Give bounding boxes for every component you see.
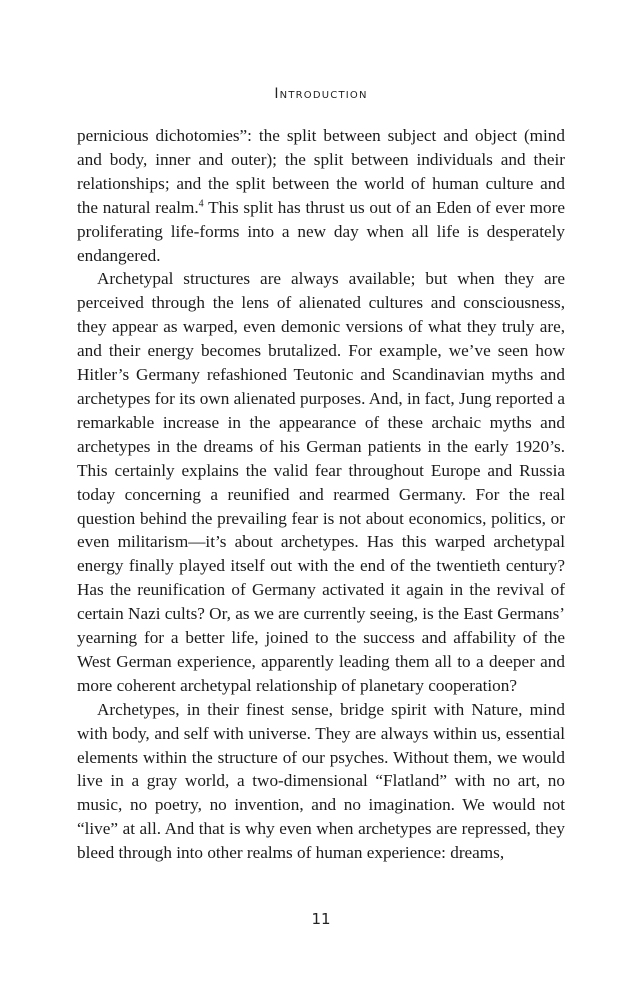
page-number: 11 [311, 910, 331, 928]
footnote-marker[interactable]: 4 [198, 197, 204, 209]
running-head: Introduction [274, 86, 368, 102]
paragraph-1 [77, 124, 565, 267]
paragraph-1-text-a: pernicious dichotomies”: the split between subject and object (mind and body, inner and outer); the split between individuals and their relationships; and the split between the world of human culture and the natural realm. [77, 126, 565, 217]
body-text [77, 124, 565, 865]
paragraph-3: Archetypes, in their finest sense, bridge spirit with Nature, mind with body, and self with universe. They are always within us, essential elements within the structure of our psyches. Without them, we would live in a gray world, a two-dimensional “Flatland” with no art, no music, no poetry, no invention, and no imagination. We would not “live” at all. And that is why even when archetypes are repressed, they bleed through into other realms of human experience: dreams, [77, 699, 565, 863]
paragraph-1-text-b: This split has thrust us out of an Eden of ever more proliferating life-forms into a new day when all life is desperately endangered. [77, 197, 565, 265]
paragraph-2: Archetypal structures are always available; but when they are perceived through the lens of alienated cultures and consciousness, they appear as warped, even demonic versions of what they truly are, and their energy becomes brutalized. For example, we’ve seen how Hitler’s Germany refashioned Teutonic and Scandinavian myths and archetypes for its own alienated purposes. And, in fact, Jung reported a remarkable increase in the appearance of these archaic myths and archetypes in the dreams of his German patients in the early 1920’s. This certainly explains the valid fear throughout Europe and Russia today concerning a reunified and rearmed Germany. For the real question behind the prevailing fear is not about economics, politics, or even militarism—it’s about archetypes. Has this warped archetypal energy finally played itself out with the end of the twentieth century? Has the reunification of Germany activated it again in the revival of certain Nazi cults? Or, as we are currently seeing, is the East Germans’ yearning for a better life, joined to the success and affability of the West German experience, apparently leading them all to a deeper and more coherent archetypal relationship of planetary cooperation? [77, 269, 565, 695]
